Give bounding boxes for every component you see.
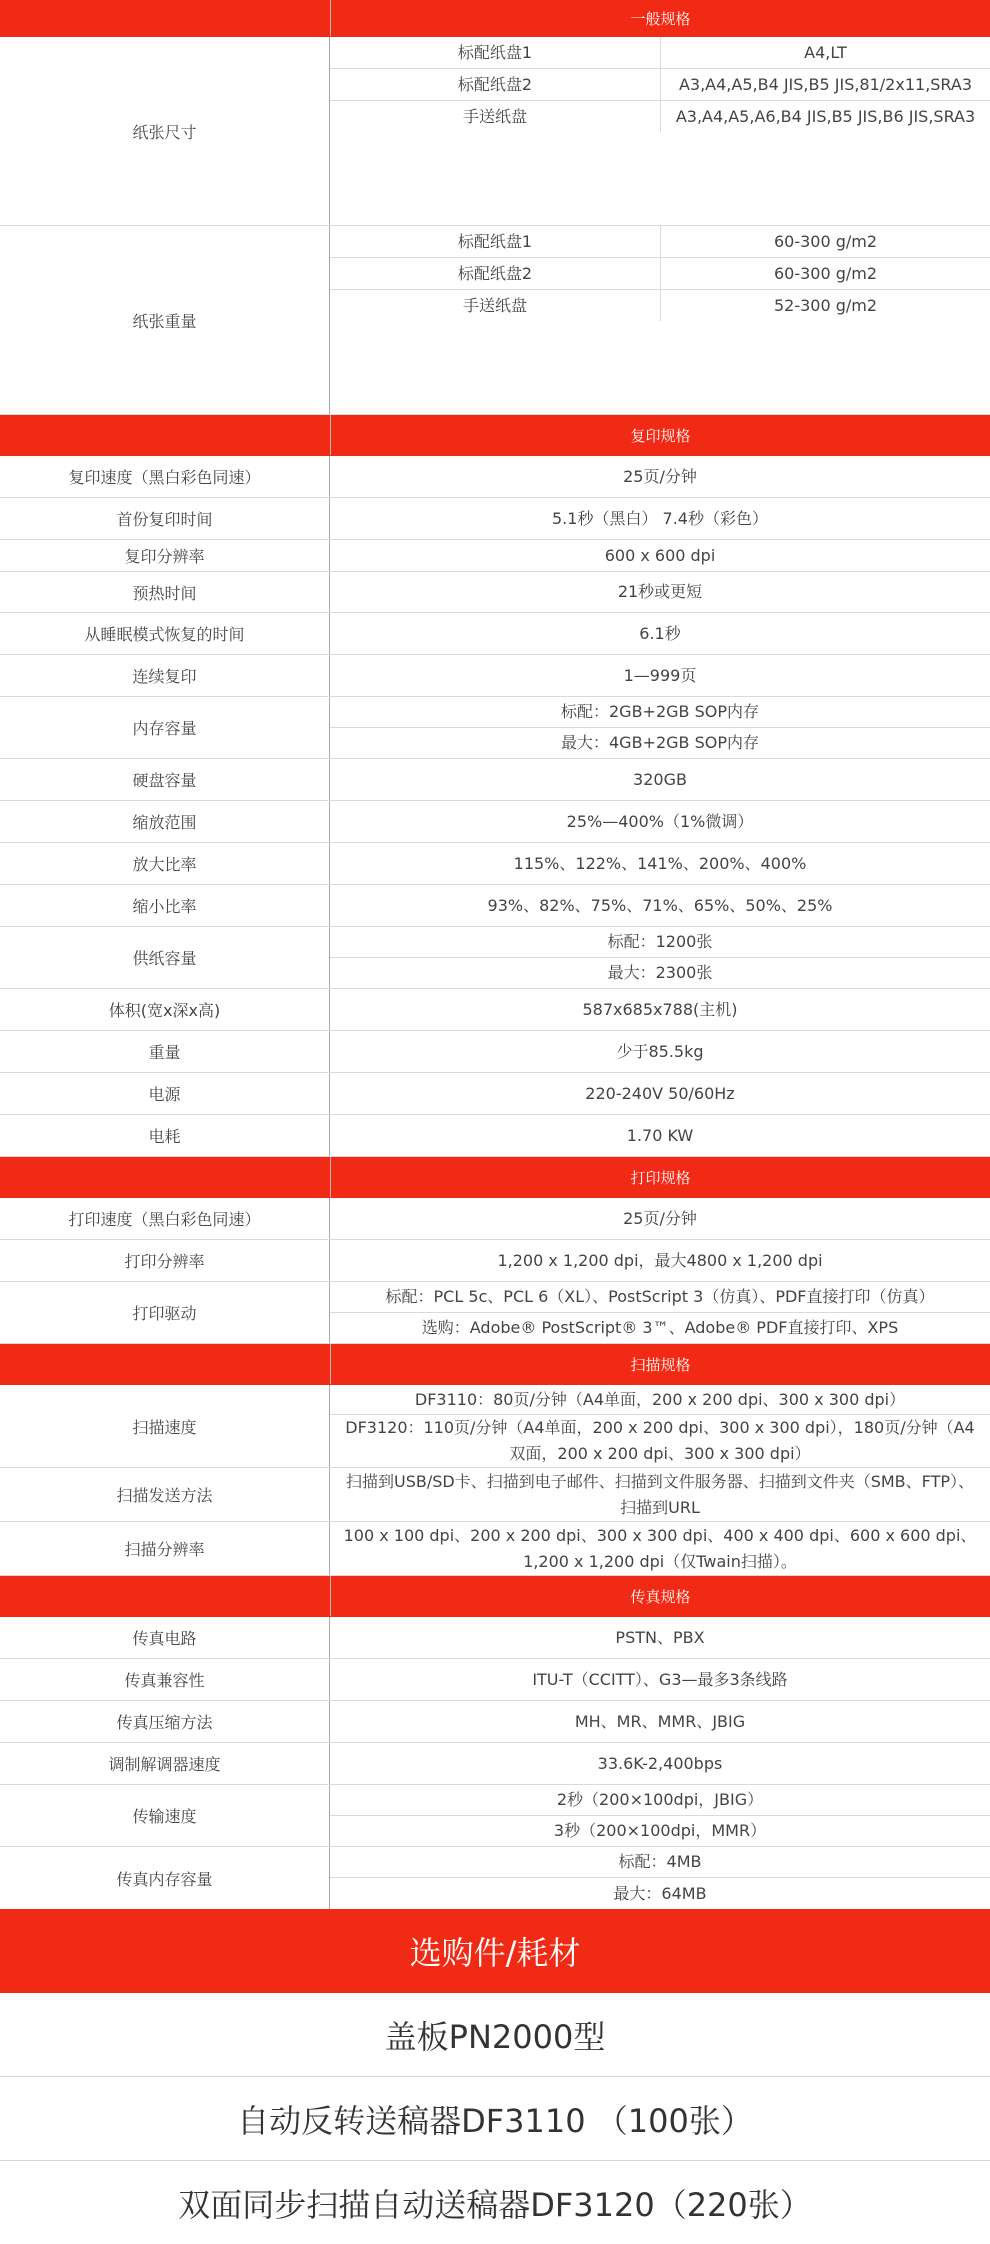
spec-value: 115%、122%、141%、200%、400% bbox=[513, 853, 807, 873]
section-header-fax bbox=[0, 1576, 990, 1617]
spec-value: PSTN、PBX bbox=[615, 1627, 705, 1647]
tray-name: 标配纸盘1 bbox=[330, 226, 661, 257]
spec-row bbox=[0, 1031, 990, 1073]
spec-row bbox=[0, 843, 990, 885]
spec-value: 1,200 x 1,200 dpi，最大4800 x 1,200 dpi bbox=[497, 1250, 823, 1270]
spec-label: 打印速度（黑白彩色同速） bbox=[0, 1198, 330, 1239]
options-header: 选购件/耗材 bbox=[0, 1909, 990, 1993]
spec-value: 25页/分钟 bbox=[623, 1208, 697, 1228]
spec-subrow bbox=[330, 289, 990, 321]
spec-label: 纸张尺寸 bbox=[0, 37, 330, 225]
spec-value: 600 x 600 dpi bbox=[604, 545, 716, 565]
spec-value: 21秒或更短 bbox=[617, 582, 703, 601]
spec-value: 标配：1200张 bbox=[607, 932, 713, 951]
spec-value: 3秒（200×100dpi，MMR） bbox=[330, 1815, 990, 1846]
spec-label: 打印驱动 bbox=[0, 1282, 330, 1343]
spec-row bbox=[0, 1659, 990, 1701]
spec-row bbox=[0, 613, 990, 655]
spec-label: 放大比率 bbox=[0, 843, 330, 884]
spec-value: 标配：2GB+2GB SOP内存 bbox=[560, 702, 759, 721]
section-header-copy bbox=[0, 415, 990, 456]
spec-label: 传真电路 bbox=[0, 1617, 330, 1658]
spec-value: DF3110：80页/分钟（A4单面，200 x 200 dpi、300 x 300 dpi） bbox=[414, 1389, 906, 1409]
spec-subrow bbox=[330, 100, 990, 132]
spec-label: 传真兼容性 bbox=[0, 1659, 330, 1700]
spec-value: 少于85.5kg bbox=[616, 1041, 704, 1061]
tray-name: 手送纸盘 bbox=[330, 101, 661, 132]
spec-value: A4,LT bbox=[804, 42, 847, 62]
spec-value: 扫描到USB/SD卡、扫描到电子邮件、扫描到文件服务器、扫描到文件夹（SMB、FTP）、扫描到URL bbox=[346, 1471, 974, 1517]
spec-row bbox=[0, 1617, 990, 1659]
spec-value: 选购：Adobe® PostScript® 3™、Adobe® PDF直接打印、XPS bbox=[330, 1312, 990, 1343]
spec-label: 打印分辨率 bbox=[0, 1240, 330, 1281]
section-header-print bbox=[0, 1157, 990, 1198]
spec-label: 复印速度（黑白彩色同速） bbox=[0, 456, 330, 497]
spec-value: A3,A4,A5,B4 JIS,B5 JIS,81/2x11,SRA3 bbox=[678, 74, 973, 94]
spec-label: 传真内存容量 bbox=[0, 1847, 330, 1909]
spec-row bbox=[0, 1785, 990, 1847]
spec-row bbox=[0, 498, 990, 540]
spec-value: 最大：2300张 bbox=[330, 957, 990, 988]
spec-value: MH、MR、MMR、JBIG bbox=[574, 1711, 746, 1731]
spec-value: ITU-T（CCITT）、G3—最多3条线路 bbox=[532, 1669, 788, 1689]
section-title: 传真规格 bbox=[630, 1587, 691, 1606]
spec-row bbox=[0, 1240, 990, 1282]
spec-row bbox=[0, 989, 990, 1031]
spec-value: 52-300 g/m2 bbox=[773, 295, 878, 315]
spec-value: 标配：4MB bbox=[618, 1852, 702, 1871]
spec-row bbox=[0, 1073, 990, 1115]
spec-value: 5.1秒（黑白） 7.4秒（彩色） bbox=[552, 508, 768, 528]
spec-value: 6.1秒 bbox=[639, 623, 681, 643]
spec-subrow bbox=[330, 226, 990, 257]
option-item: 双面同步扫描自动送稿器DF3120（220张） bbox=[178, 2185, 812, 2224]
spec-row bbox=[0, 1282, 990, 1344]
spec-row-paper-size bbox=[0, 37, 990, 226]
tray-name: 手送纸盘 bbox=[330, 290, 661, 321]
spec-label: 纸张重量 bbox=[0, 226, 330, 414]
spec-label: 扫描速度 bbox=[0, 1385, 330, 1467]
option-item: 自动反转送稿器DF3110 （100张） bbox=[0, 2077, 990, 2161]
spec-row bbox=[0, 1115, 990, 1157]
spec-label: 调制解调器速度 bbox=[0, 1743, 330, 1784]
spec-label: 首份复印时间 bbox=[0, 498, 330, 539]
spec-row bbox=[0, 1701, 990, 1743]
spec-row bbox=[0, 1743, 990, 1785]
spec-value: 25页/分钟 bbox=[623, 466, 697, 486]
spec-row bbox=[0, 1385, 990, 1468]
spec-value: 2秒（200×100dpi，JBIG） bbox=[556, 1790, 764, 1809]
spec-value: 25%—400%（1%微调） bbox=[566, 811, 754, 831]
spec-subrow bbox=[330, 68, 990, 100]
section-title: 扫描规格 bbox=[630, 1355, 691, 1374]
spec-value: 587x685x788(主机) bbox=[582, 999, 738, 1019]
tray-name: 标配纸盘2 bbox=[330, 258, 661, 289]
spec-label: 体积(宽x深x高) bbox=[0, 989, 330, 1030]
spec-label: 内存容量 bbox=[0, 697, 330, 758]
section-title: 打印规格 bbox=[630, 1168, 691, 1187]
spec-label: 预热时间 bbox=[0, 572, 330, 612]
spec-row bbox=[0, 1522, 990, 1576]
spec-label: 复印分辨率 bbox=[0, 540, 330, 571]
spec-label: 电耗 bbox=[0, 1115, 330, 1156]
spec-row bbox=[0, 1198, 990, 1240]
spec-value: 1—999页 bbox=[623, 665, 697, 685]
spec-label: 从睡眠模式恢复的时间 bbox=[0, 613, 330, 654]
spec-subrow bbox=[330, 257, 990, 289]
spec-label: 缩小比率 bbox=[0, 885, 330, 926]
spec-value: DF3120：110页/分钟（A4单面，200 x 200 dpi、300 x 300 dpi），180页/分钟（A4双面，200 x 200 dpi、300 x 300 dpi） bbox=[330, 1414, 990, 1467]
tray-name: 标配纸盘2 bbox=[330, 69, 661, 100]
spec-label: 电源 bbox=[0, 1073, 330, 1114]
spec-row bbox=[0, 697, 990, 759]
spec-value: 标配：PCL 5c、PCL 6（XL）、PostScript 3（仿真）、PDF直接打印（仿真） bbox=[385, 1287, 935, 1306]
spec-row bbox=[0, 540, 990, 572]
spec-label: 供纸容量 bbox=[0, 927, 330, 988]
spec-label: 扫描发送方法 bbox=[0, 1468, 330, 1521]
spec-subrow bbox=[330, 37, 990, 68]
spec-row bbox=[0, 572, 990, 613]
spec-value: 60-300 g/m2 bbox=[773, 231, 878, 251]
spec-label: 连续复印 bbox=[0, 655, 330, 696]
spec-value: 1.70 KW bbox=[626, 1125, 694, 1145]
tray-name: 标配纸盘1 bbox=[330, 37, 661, 68]
spec-label: 传输速度 bbox=[0, 1785, 330, 1846]
spec-row bbox=[0, 655, 990, 697]
spec-label: 重量 bbox=[0, 1031, 330, 1072]
spec-row bbox=[0, 801, 990, 843]
spec-row-paper-weight bbox=[0, 226, 990, 415]
spec-row bbox=[0, 1847, 990, 1909]
spec-row bbox=[0, 927, 990, 989]
option-item: 盖板PN2000型 bbox=[0, 1993, 990, 2077]
spec-value: A3,A4,A5,A6,B4 JIS,B5 JIS,B6 JIS,SRA3 bbox=[675, 106, 976, 126]
section-title: 复印规格 bbox=[630, 426, 691, 445]
spec-label: 扫描分辨率 bbox=[0, 1522, 330, 1575]
spec-value: 60-300 g/m2 bbox=[773, 263, 878, 283]
spec-value: 220-240V 50/60Hz bbox=[585, 1083, 735, 1103]
spec-label: 传真压缩方法 bbox=[0, 1701, 330, 1742]
spec-label: 硬盘容量 bbox=[0, 759, 330, 800]
section-header-general bbox=[0, 0, 990, 37]
section-title: 一般规格 bbox=[630, 9, 691, 28]
spec-row bbox=[0, 759, 990, 801]
spec-value: 33.6K-2,400bps bbox=[597, 1753, 723, 1773]
spec-value: 100 x 100 dpi、200 x 200 dpi、300 x 300 dpi、400 x 400 dpi、600 x 600 dpi、1,200 x 1,200 dpi（仅Twain扫描）。 bbox=[343, 1525, 977, 1571]
spec-label: 缩放范围 bbox=[0, 801, 330, 842]
spec-value: 最大：4GB+2GB SOP内存 bbox=[330, 727, 990, 758]
spec-value: 320GB bbox=[633, 769, 687, 789]
spec-value: 93%、82%、75%、71%、65%、50%、25% bbox=[487, 895, 833, 915]
section-header-scan bbox=[0, 1344, 990, 1385]
spec-row bbox=[0, 1468, 990, 1522]
spec-row bbox=[0, 456, 990, 498]
spec-value: 最大：64MB bbox=[330, 1877, 990, 1909]
spec-row bbox=[0, 885, 990, 927]
